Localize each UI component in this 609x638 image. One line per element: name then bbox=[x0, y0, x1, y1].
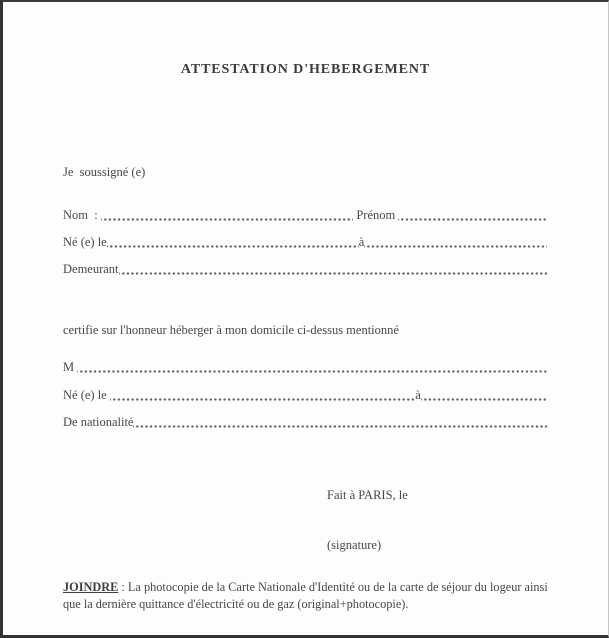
guest-name-blank-line bbox=[77, 357, 547, 377]
certify-statement: certifie sur l'honneur héberger à mon domicile ci-dessus mentionné bbox=[63, 323, 399, 337]
intro-label: Je soussigné (e) bbox=[63, 165, 146, 179]
host-birthplace-label: à bbox=[358, 235, 365, 249]
signature-label: (signature) bbox=[327, 537, 382, 552]
host-birthplace-blank-line bbox=[364, 232, 547, 252]
guest-birthplace-label: à bbox=[415, 388, 421, 402]
place-date-label: Fait à PARIS, le bbox=[327, 488, 408, 502]
guest-birthdate-blank-line bbox=[110, 385, 415, 405]
document-title: ATTESTATION D'HEBERGEMENT bbox=[180, 62, 431, 77]
host-birthdate-label: Né (e) le bbox=[63, 235, 107, 249]
nationality-blank-line bbox=[133, 412, 547, 432]
attachments-note-text: La photocopie de la Carte Nationale d'Identité ou de la carte de séjour du logeur ainsi que la dernière quittance d'électricité ou de gaz (original+photocopie). bbox=[63, 580, 548, 611]
joindre-separator: : bbox=[118, 580, 128, 594]
prenom-label: Prénom bbox=[353, 208, 399, 222]
nationality-label: De nationalité bbox=[63, 415, 134, 429]
attachments-note bbox=[63, 579, 563, 613]
host-name-line bbox=[63, 205, 547, 225]
nom-label: Nom : bbox=[63, 208, 101, 222]
certify-statement-line bbox=[63, 320, 547, 340]
intro-line bbox=[63, 162, 547, 182]
guest-birth-line bbox=[63, 385, 547, 405]
nom-blank-line bbox=[101, 205, 353, 225]
demeurant-blank-line bbox=[119, 259, 547, 279]
demeurant-label: Demeurant bbox=[63, 262, 119, 276]
guest-nationality-line bbox=[63, 412, 547, 432]
host-birth-line bbox=[63, 232, 547, 252]
guest-m-label: M bbox=[63, 360, 78, 374]
host-address-line bbox=[63, 259, 547, 279]
closing-block bbox=[327, 454, 408, 586]
joindre-label: JOINDRE bbox=[63, 580, 119, 594]
guest-birthdate-label: Né (e) le bbox=[63, 388, 110, 402]
guest-name-line bbox=[63, 357, 547, 377]
guest-birthplace-blank-line bbox=[421, 385, 547, 405]
prenom-blank-line bbox=[398, 205, 547, 225]
host-birthdate-blank-line bbox=[107, 232, 359, 252]
